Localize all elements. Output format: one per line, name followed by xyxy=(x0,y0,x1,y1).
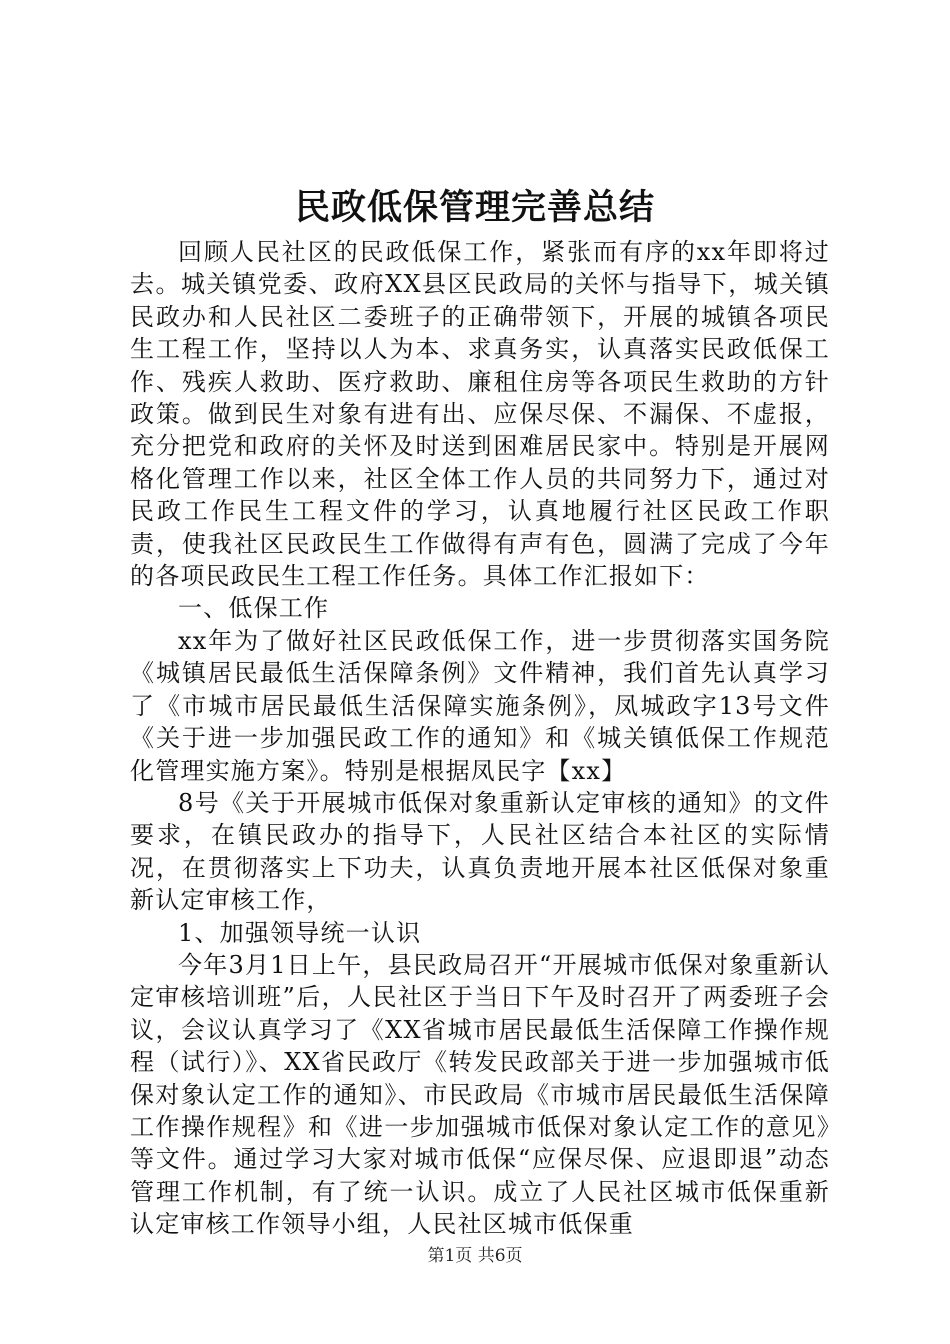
section-heading-dibao: 一、低保工作 xyxy=(178,594,330,623)
document-title: 民政低保管理完善总结 xyxy=(294,187,655,228)
document-body xyxy=(130,236,830,1241)
subheading-leadership: 1、加强领导统一认识 xyxy=(178,918,422,947)
page-number-footer: 第1页 共6页 xyxy=(427,1246,523,1266)
paragraph-intro: 回顾人民社区的民政低保工作，紧张而有序的xx年即将过去。城关镇党委、政府XX县区民政局的关怀与指导下，城关镇民政办和人民社区二委班子的正确带领下，开展的城镇各项民生工程工作，坚持以人为本、求真务实，认真落实民政低保工作、残疾人救助、医疗救助、廉租住房等各项民生救助的方针政策。做到民生对象有进有出、应保尽保、不漏保、不虚报，充分把党和政府的关怀及时送到困难居民家中。特别是开展网格化管理工作以来，社区全体工作人员的共同努力下，通过对民政工作民生工程文件的学习，认真地履行社区民政工作职责，使我社区民政民生工作做得有声有色，圆满了完成了今年的各项民政民生工程工作任务。具体工作汇报如下： xyxy=(130,238,830,591)
paragraph-meeting: 今年3月1日上午，县民政局召开“开展城市低保对象重新认定审核培训班”后，人民社区于当日下午及时召开了两委班子会议，会议认真学习了《XX省城市居民最低生活保障工作操作规程（试行）》、XX省民政厅《转发民政部关于进一步加强城市低保对象认定工作的通知》、市民政局《市城市居民最低生活保障工作操作规程》和《进一步加强城市低保对象认定工作的意见》等文件。通过学习大家对城市低保“应保尽保、应退即退”动态管理工作机制，有了统一认识。成立了人民社区城市低保重新认定审核工作领导小组，人民社区城市低保重 xyxy=(130,950,830,1239)
paragraph-reassessment: 8号《关于开展城市低保对象重新认定审核的通知》的文件要求，在镇民政办的指导下，人民社区结合本社区的实际情况，在贯彻落实上下功夫，认真负责地开展本社区低保对象重新认定审核工作， xyxy=(130,788,830,915)
paragraph-dibao-study: xx年为了做好社区民政低保工作，进一步贯彻落实国务院《城镇居民最低生活保障条例》文件精神，我们首先认真学习了《市城市居民最低生活保障实施条例》，凤城政字13号文件《关于进一步加强民政工作的通知》和《城关镇低保工作规范化管理实施方案》。特别是根据凤民字【xx】 xyxy=(130,626,830,785)
